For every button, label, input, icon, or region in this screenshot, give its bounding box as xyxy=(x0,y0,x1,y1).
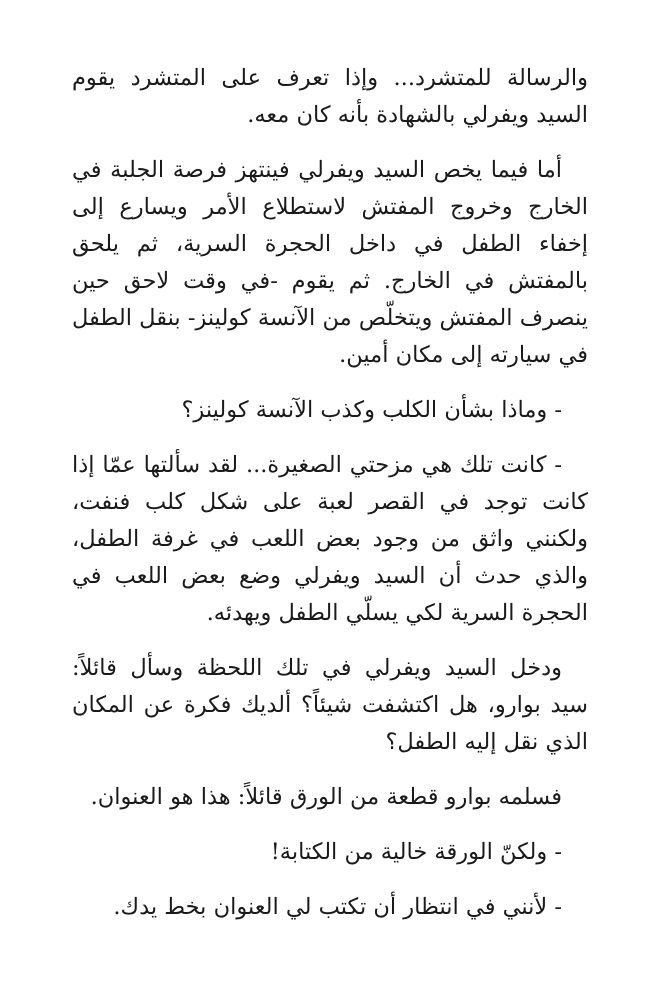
dialogue-dog-question: - وماذا بشأن الكلب وكذب الآنسة كولينز؟ xyxy=(181,397,562,423)
paragraph-waverly-enters: ودخل السيد ويفرلي في تلك اللحظة وسأل قائلاً: سيد بوارو، هل اكتشفت شيئاً؟ ألديك فكرة عن المكان الذي نقل إليه الطفل؟ xyxy=(72,655,588,755)
paragraph-continuation: والرسالة للمتشرد... وإذا تعرف على المتشرد يقوم السيد ويفرلي بالشهادة بأنه كان معه. xyxy=(72,65,588,128)
dialogue-joke-explanation: - كانت تلك هي مزحتي الصغيرة... لقد سألتها عمّا إذا كانت توجد في القصر لعبة على شكل كلب فنفت، ولكنني واثق من وجود بعض اللعب في غرفة الطفل، والذي حدث أن السيد ويفرلي وضع بعض اللعب في الحجرة السرية لكي يسلّي الطفل ويهدئه. xyxy=(72,452,588,626)
paragraph-waverly-hides-child: أما فيما يخص السيد ويفرلي فينتهز فرصة الجلبة في الخارج وخروج المفتش لاستطلاع الأمر ويسارع إلى إخفاء الطفل في داخل الحجرة السرية، ثم يلحق بالمفتش في الخارج. ثم يقوم -في وقت لاحق حين ينصرف المفتش ويتخلّص من الآنسة كولينز- بنقل الطفل في سيارته إلى مكان أمين. xyxy=(72,157,588,368)
dialogue-write-address: - لأنني في انتظار أن تكتب لي العنوان بخط يدك. xyxy=(113,894,562,920)
dialogue-blank-paper: - ولكنّ الورقة خالية من الكتابة! xyxy=(270,839,562,865)
paragraph-poirot-hands-paper: فسلمه بوارو قطعة من الورق قائلاً: هذا هو العنوان. xyxy=(90,784,562,810)
book-page xyxy=(72,60,588,944)
